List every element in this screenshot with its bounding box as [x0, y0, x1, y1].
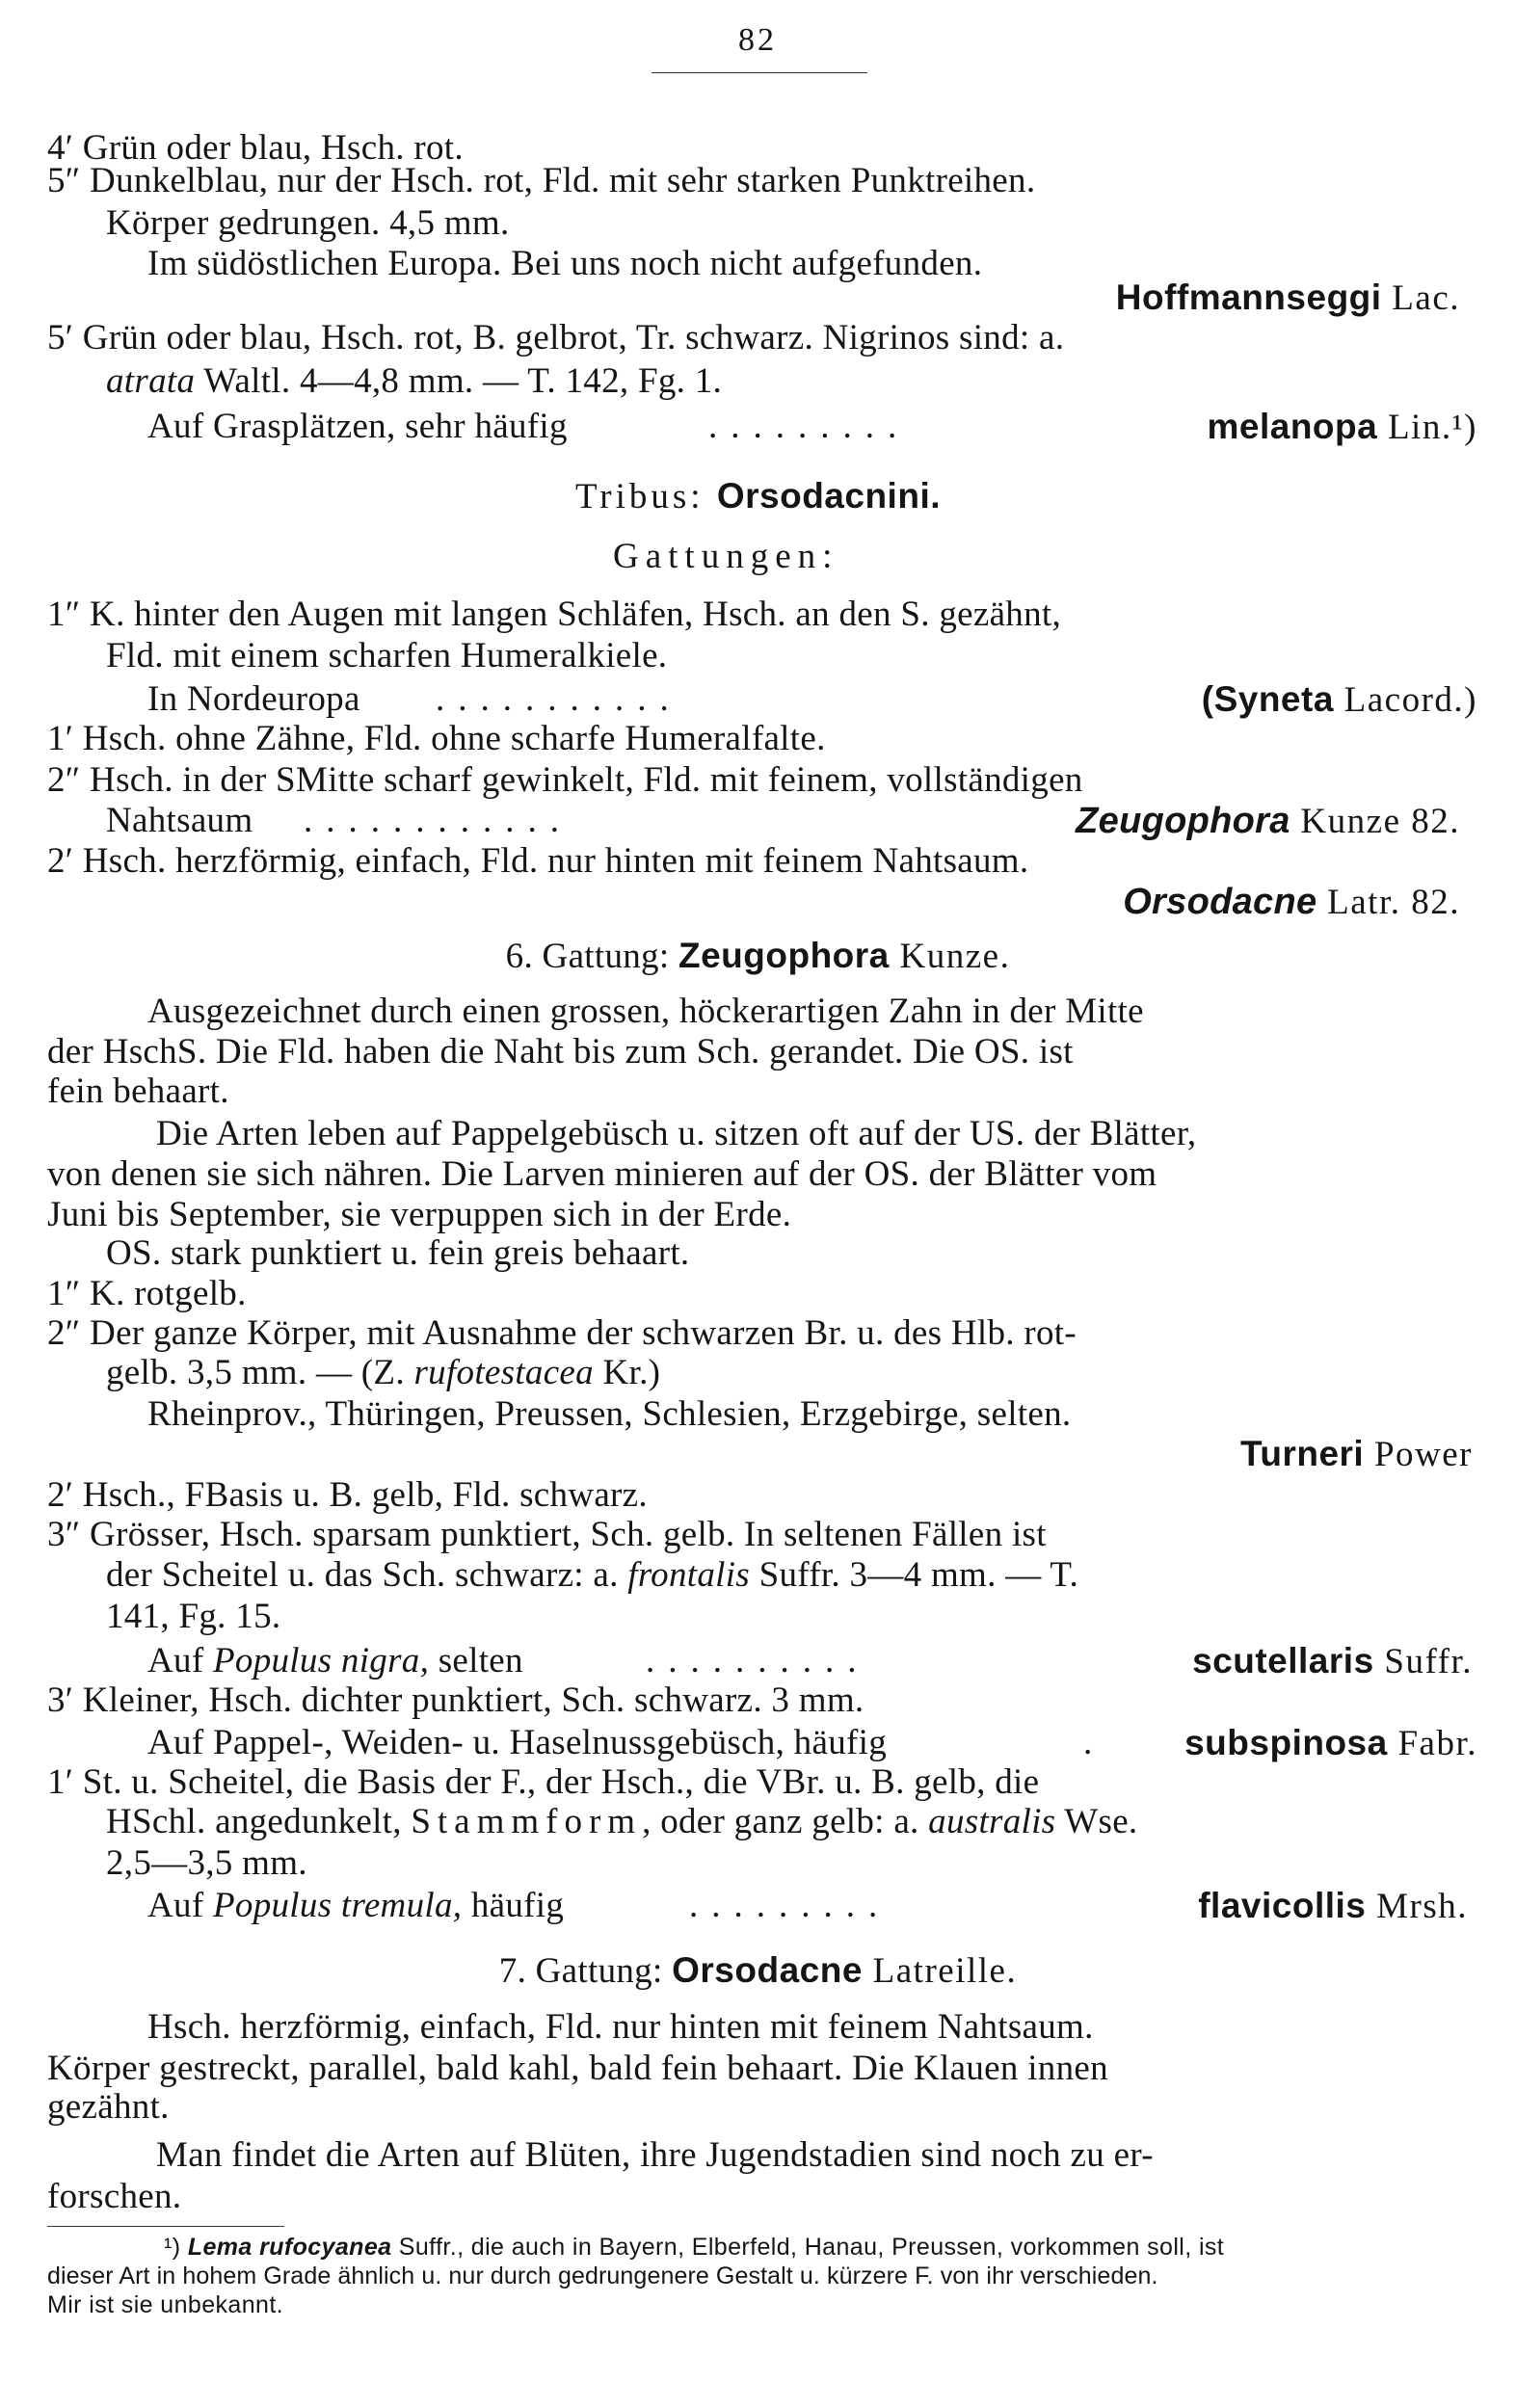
line-text: Suffr. 3—4 mm. — T. — [750, 1555, 1079, 1595]
tribus-label: Tribus: — [575, 477, 717, 516]
leader-dots: .......... — [646, 1641, 870, 1680]
key-line: 141, Fg. 15. — [106, 1597, 281, 1636]
key-line — [106, 1554, 1078, 1597]
species-name: Turneri — [1239, 1434, 1365, 1473]
habitat-text: Auf Grasplätzen, sehr häufig — [147, 407, 568, 446]
synonym-name: rufotestacea — [413, 1353, 594, 1392]
habitat-line: Rheinprov., Thüringen, Preussen, Schlesien, Erzgebirge, selten. — [147, 1394, 1072, 1434]
genus-heading-author: Latreille. — [862, 1951, 1018, 1991]
genus-author: Latr. 82. — [1317, 883, 1460, 922]
habitat-line — [147, 406, 568, 448]
footnote-marker: ¹) — [164, 2234, 181, 2261]
tribus-heading — [0, 475, 1516, 518]
paragraph-line: forschen. — [47, 2177, 182, 2216]
species-name: melanopa — [1207, 407, 1378, 446]
habitat-line: In Nordeuropa — [147, 679, 360, 719]
line-text: Kr.) — [593, 1353, 661, 1392]
species-author: Power — [1364, 1435, 1473, 1474]
key-line: 1″ K. hinter den Augen mit langen Schläfen, Hsch. an den S. gezähnt, — [47, 595, 1062, 634]
paragraph-line: Hsch. herzförmig, einfach, Fld. nur hinten mit feinem Nahtsaum. — [147, 2007, 1094, 2047]
key-line: 2″ Hsch. in der SMitte scharf gewinkelt, Fld. mit feinem, vollständigen — [47, 760, 1083, 800]
key-line: 1′ St. u. Scheitel, die Basis der F., der Hsch., die VBr. u. B. gelb, die — [47, 1762, 1040, 1802]
paragraph-line: gezähnt. — [47, 2087, 170, 2127]
paragraph-line: Körper gestreckt, parallel, bald kahl, bald fein behaart. Die Klauen innen — [47, 2049, 1108, 2088]
genus-name: Zeugophora — [1076, 801, 1290, 841]
species-author: Fabr. — [1387, 1724, 1477, 1763]
species-author: Mrsh. — [1366, 1887, 1468, 1926]
paragraph-line: Man findet die Arten auf Blüten, ihre Jugendstadien sind noch zu er- — [156, 2135, 1154, 2175]
genus-heading-label: 6. Gattung: — [505, 937, 678, 976]
key-line: 2′ Hsch. herzförmig, einfach, Fld. nur hinten mit feinem Nahtsaum. — [47, 841, 1029, 881]
line-text: Wse. — [1055, 1802, 1138, 1841]
line-text: selten — [429, 1641, 523, 1680]
key-line: 2″ Der ganze Körper, mit Ausnahme der schwarzen Br. u. des Hlb. rot- — [47, 1313, 1077, 1353]
paragraph-line: Juni bis September, sie verpuppen sich in der Erde. — [47, 1195, 792, 1234]
key-line: Fld. mit einem scharfen Humeralkiele. — [106, 636, 668, 675]
leader-dots: ......... — [708, 407, 911, 446]
host-plant: Populus nigra, — [213, 1641, 430, 1680]
paragraph-line: der HschS. Die Fld. haben die Naht bis zum Sch. gerandet. Die OS. ist — [47, 1032, 1074, 1072]
species-entry — [1240, 1433, 1473, 1476]
species-author: Suffr. — [1373, 1642, 1473, 1681]
paragraph-line: fein behaart. — [47, 1072, 229, 1111]
leader-dots: ......... — [689, 1886, 891, 1925]
key-line — [106, 1801, 1137, 1843]
footnote-rule — [47, 2226, 284, 2227]
key-line: 2,5—3,5 mm. — [106, 1843, 307, 1883]
key-line: 5″ Dunkelblau, nur der Hsch. rot, Fld. mit sehr starken Punktreihen. — [47, 161, 1036, 200]
species-name: flavicollis — [1198, 1886, 1367, 1925]
key-line: 3″ Grösser, Hsch. sparsam punktiert, Sch. gelb. In seltenen Fällen ist — [47, 1515, 1047, 1554]
genus-author: Kunze 82. — [1290, 802, 1460, 841]
key-line: Körper gedrungen. 4,5 mm. — [106, 203, 510, 243]
species-entry — [1116, 277, 1460, 320]
variety-name: atrata — [106, 361, 196, 401]
variety-name: frontalis — [627, 1555, 751, 1595]
genus-heading-name: Orsodacne — [672, 1950, 863, 1990]
footnote-taxon: Lema rufocyanea — [187, 2234, 392, 2261]
genus-entry — [1076, 800, 1460, 843]
leader-dots: ............ — [304, 801, 572, 840]
leader-dots: . — [1083, 1723, 1093, 1762]
line-text: Waltl. 4—4,8 mm. — T. 142, Fg. 1. — [195, 361, 723, 401]
habitat-line: Auf Pappel-, Weiden- u. Haselnussgebüsch, häufig — [147, 1723, 888, 1762]
key-line — [106, 1352, 660, 1394]
genus-heading-label: 7. Gattung: — [498, 1951, 673, 1991]
genera-heading: Gattungen: — [613, 537, 839, 576]
key-line: OS. stark punktiert u. fein greis behaart. — [106, 1233, 690, 1273]
species-name: Hoffmannseggi — [1115, 278, 1382, 317]
genus-name: (Syneta — [1201, 679, 1334, 719]
habitat-line — [147, 1640, 523, 1682]
header-rule — [652, 72, 867, 73]
genus-name: Orsodacne — [1123, 882, 1317, 922]
key-line — [106, 360, 722, 403]
page-number: 82 — [738, 22, 777, 58]
key-line: 4′ Grün oder blau, Hsch. rot. — [47, 128, 464, 168]
species-entry — [1207, 406, 1477, 449]
leader-dots: ........... — [436, 679, 682, 719]
footnote-line — [164, 2233, 1224, 2262]
line-text: Auf — [147, 1641, 213, 1680]
key-line: Im südöstlichen Europa. Bei uns noch nicht aufgefunden. — [147, 244, 983, 283]
line-text: der Scheitel u. das Sch. schwarz: a. — [106, 1555, 628, 1595]
genus-heading — [0, 1949, 1516, 1993]
line-text: gelb. 3,5 mm. — (Z. — [106, 1353, 414, 1392]
species-entry — [1198, 1885, 1468, 1928]
key-line: 2′ Hsch., FBasis u. B. gelb, Fld. schwarz. — [47, 1475, 648, 1515]
key-line: 1″ K. rotgelb. — [47, 1274, 247, 1313]
paragraph-line: Ausgezeichnet durch einen grossen, höckerartigen Zahn in der Mitte — [147, 992, 1144, 1031]
line-text: HSchl. angedunkelt, — [106, 1802, 412, 1841]
spaced-term: Stammform — [411, 1802, 643, 1841]
key-line: 1′ Hsch. ohne Zähne, Fld. ohne scharfe Humeralfalte. — [47, 719, 826, 758]
line-text: häufig — [462, 1886, 565, 1925]
host-plant: Populus tremula, — [213, 1886, 463, 1925]
species-entry — [1192, 1640, 1473, 1683]
paragraph-line: Die Arten leben auf Pappelgebüsch u. sitzen oft auf der US. der Blätter, — [156, 1114, 1197, 1153]
key-line: 3′ Kleiner, Hsch. dichter punktiert, Sch. schwarz. 3 mm. — [47, 1680, 864, 1720]
footnote-text: Suffr., die auch in Bayern, Elberfeld, Hanau, Preussen, vorkommen soll, ist — [391, 2234, 1225, 2261]
line-text: , oder ganz gelb: a. — [642, 1802, 929, 1841]
genus-heading-author: Kunze. — [889, 937, 1011, 976]
species-entry — [1184, 1722, 1477, 1765]
genus-entry — [1123, 881, 1460, 924]
habitat-line — [147, 1885, 564, 1927]
line-text: Auf — [147, 1886, 213, 1925]
key-line: 5′ Grün oder blau, Hsch. rot, B. gelbrot, Tr. schwarz. Nigrinos sind: a. — [47, 318, 1065, 357]
key-line: Nahtsaum — [106, 801, 253, 840]
genus-author: Lacord.) — [1333, 680, 1477, 720]
genus-heading-name: Zeugophora — [678, 936, 890, 975]
variety-name: australis — [928, 1802, 1056, 1841]
tribus-name: Orsodacnini. — [716, 476, 941, 516]
paragraph-line: von denen sie sich nähren. Die Larven minieren auf der OS. der Blätter vom — [47, 1154, 1157, 1194]
genus-heading — [0, 935, 1516, 978]
genus-entry — [1202, 678, 1477, 722]
footnote-line: Mir ist sie unbekannt. — [47, 2291, 284, 2318]
species-name: scutellaris — [1192, 1641, 1374, 1680]
footnote-line: dieser Art in hohem Grade ähnlich u. nur durch gedrungenere Gestalt u. kürzere F. von ihr verschieden. — [47, 2262, 1158, 2289]
species-name: subspinosa — [1184, 1723, 1388, 1762]
species-author: Lac. — [1381, 278, 1460, 318]
species-author: Lin.¹) — [1377, 408, 1477, 447]
